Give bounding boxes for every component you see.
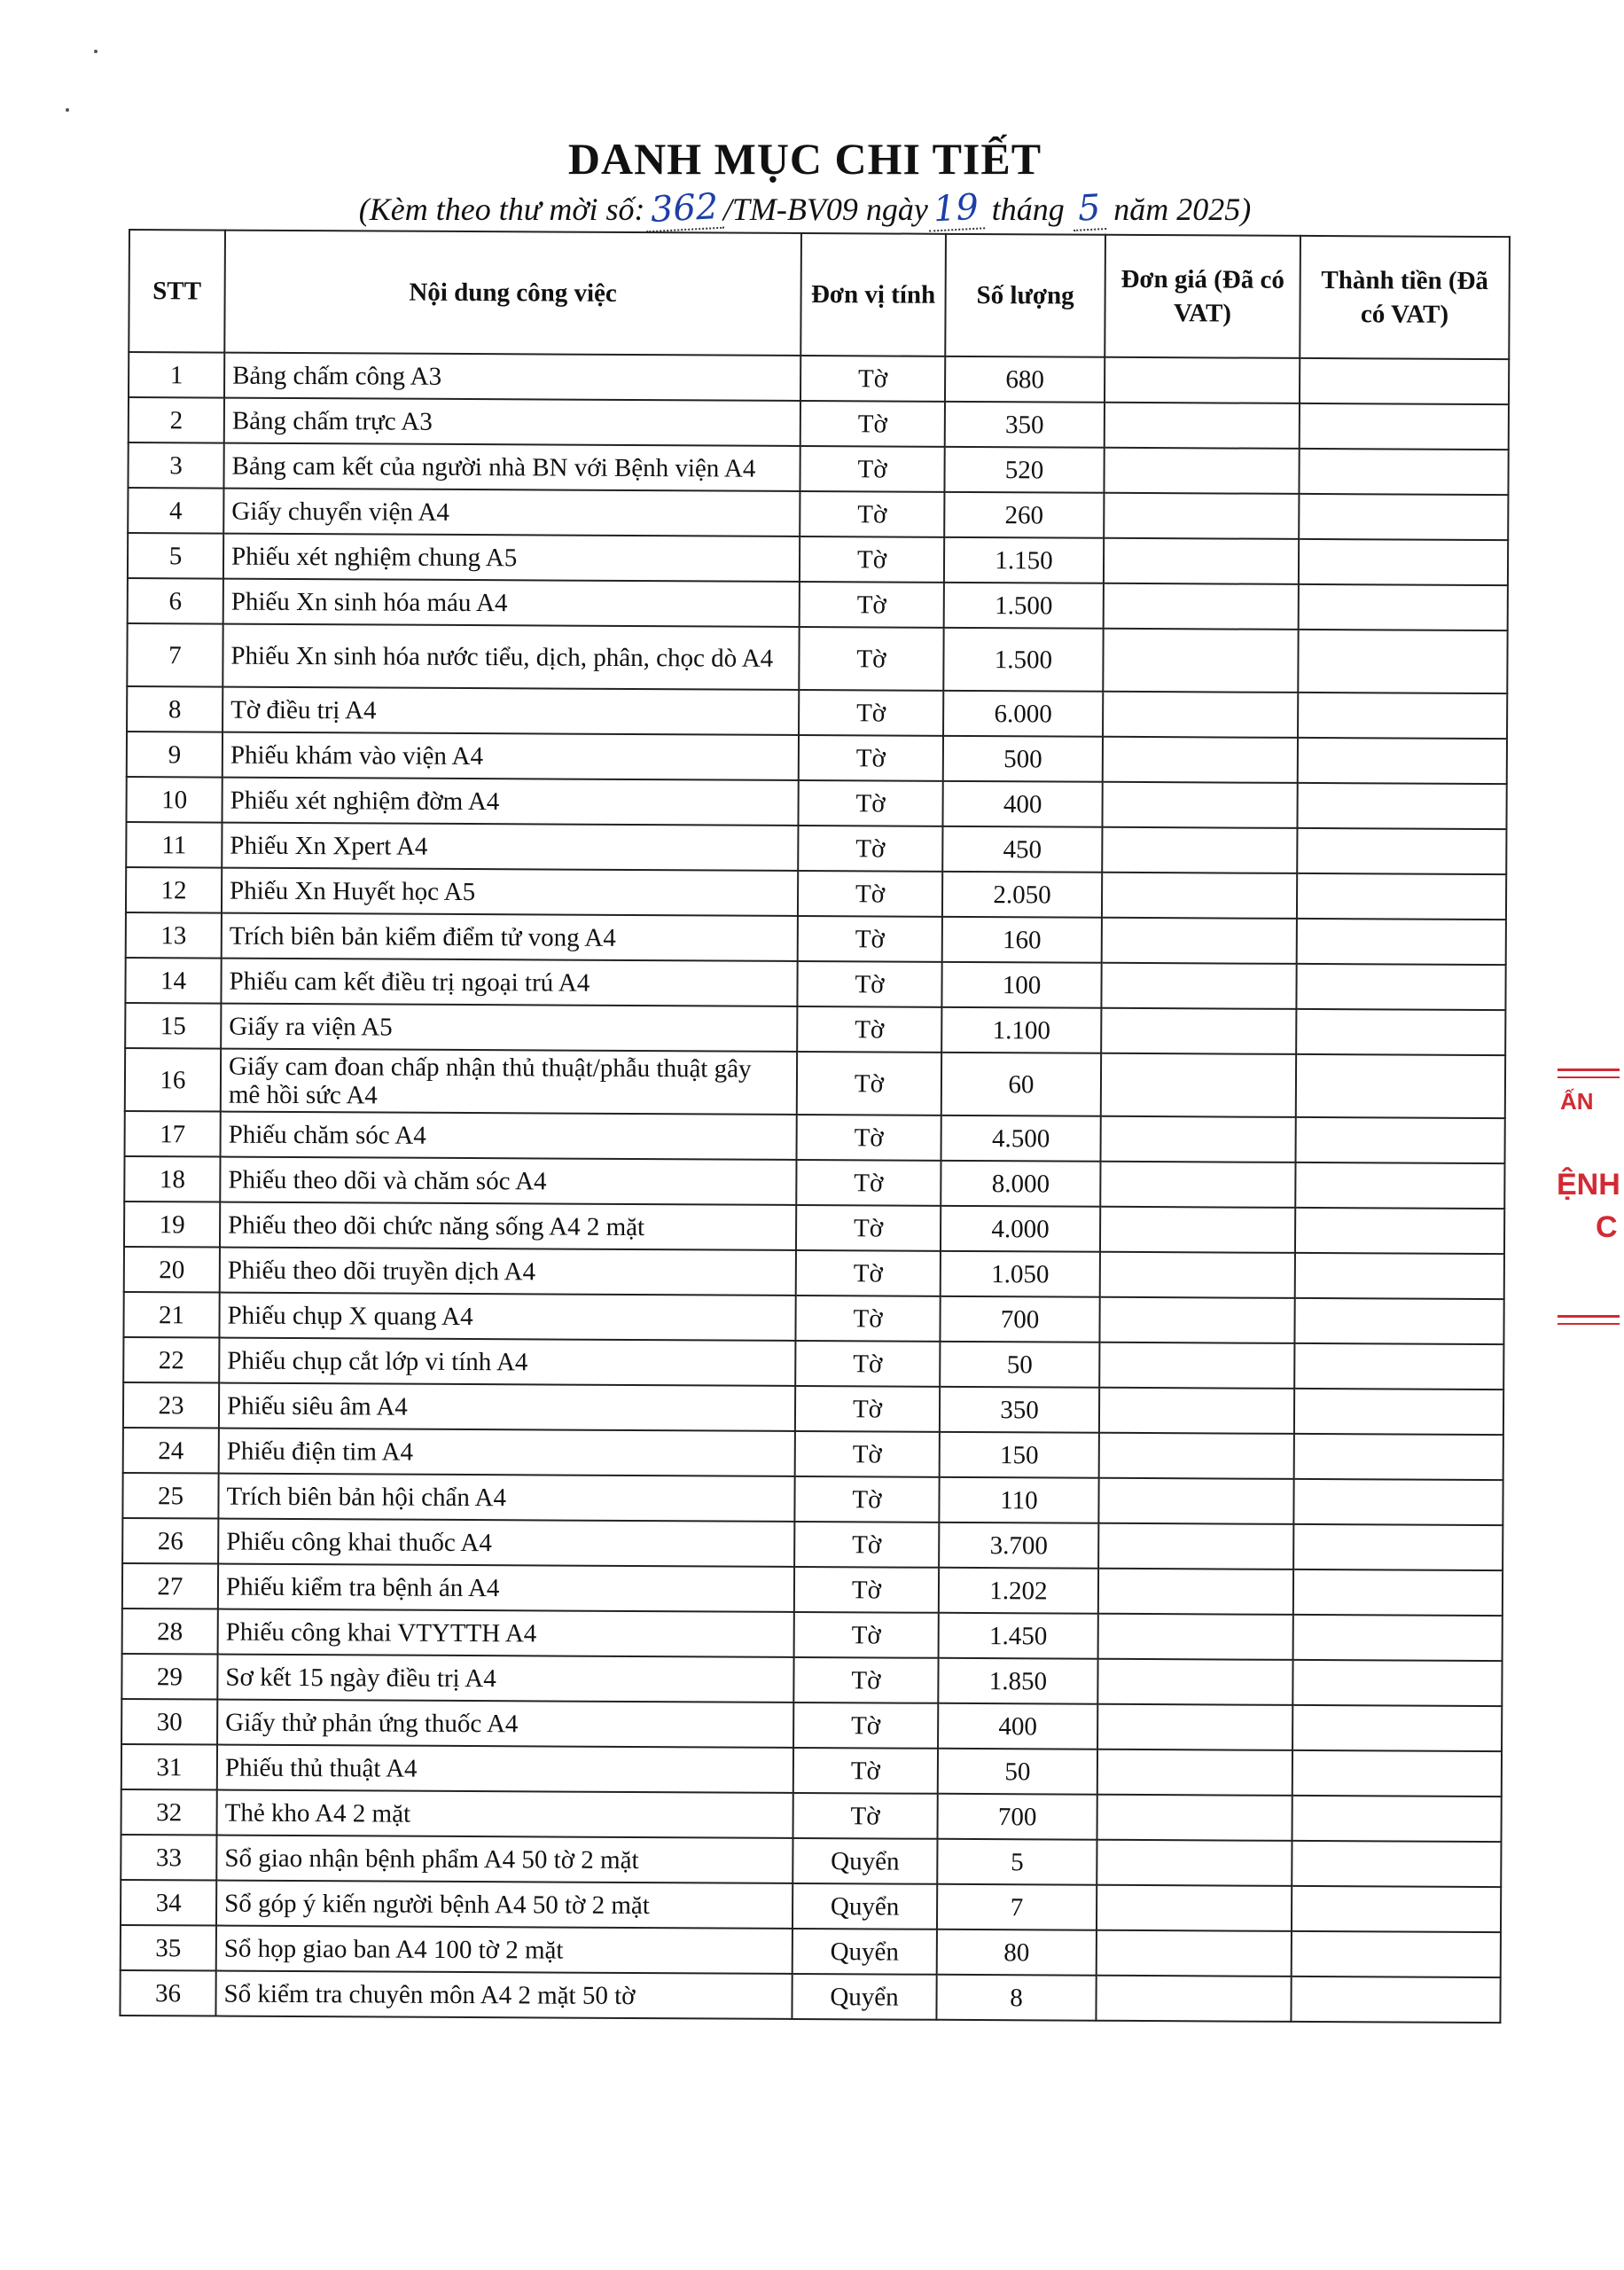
row-description: Phiếu chụp cắt lớp vi tính A4 [219,1338,795,1386]
row-quantity: 450 [942,826,1102,873]
row-quantity: 50 [940,1342,1099,1388]
row-stt: 27 [122,1563,218,1609]
header-unit-price: Đơn giá (Đã có VAT) [1105,235,1300,358]
row-description: Phiếu siêu âm A4 [219,1383,795,1431]
row-unit-price [1104,448,1299,494]
row-unit: Tờ [797,1006,941,1053]
row-unit-price [1097,1659,1292,1705]
header-unit: Đơn vị tính [800,233,946,356]
row-description: Trích biên bản kiểm điểm tử vong A4 [222,913,798,961]
row-description: Phiếu xét nghiệm đờm A4 [222,778,798,826]
row-quantity: 350 [940,1387,1099,1433]
document-subtitle [0,188,1610,231]
row-description: Phiếu chăm sóc A4 [221,1112,797,1160]
row-quantity: 50 [938,1749,1097,1795]
row-description: Bảng cam kết của người nhà BN với Bệnh viện A4 [223,443,800,491]
row-unit: Tờ [795,1431,940,1477]
row-quantity: 160 [942,917,1102,963]
row-total [1292,1931,1501,1977]
subtitle-prefix: (Kèm theo thư mời số: [358,192,645,227]
row-unit: Tờ [795,1295,940,1342]
row-unit-price [1097,1840,1292,1886]
row-unit: Tờ [800,582,944,628]
row-unit-price [1101,1116,1296,1162]
row-total [1300,403,1509,450]
row-stt: 2 [129,397,224,443]
row-total [1296,964,1505,1010]
row-unit-price [1103,737,1298,783]
row-description: Sổ giao nhận bệnh phẩm A4 50 tờ 2 mặt [216,1836,792,1883]
row-description: Phiếu công khai thuốc A4 [218,1519,794,1567]
row-stt: 26 [122,1518,218,1564]
table-row [122,1518,1503,1570]
table-row [129,397,1509,450]
row-unit: Tờ [793,1748,938,1794]
row-total [1300,358,1509,404]
row-unit-price [1098,1614,1293,1660]
row-unit: Quyển [792,1929,937,1975]
row-total [1297,828,1506,874]
scan-speck [66,108,69,112]
row-total [1295,1253,1504,1299]
row-total [1294,1298,1503,1344]
row-unit-price [1097,1749,1292,1796]
row-stt: 1 [129,352,224,398]
row-stt: 23 [123,1382,219,1429]
row-stt: 28 [122,1609,218,1655]
row-stt: 24 [123,1428,219,1474]
row-stt: 36 [120,1970,215,2016]
row-description: Giấy ra viện A5 [221,1004,797,1052]
table-body [120,352,1509,2023]
row-quantity: 700 [940,1296,1099,1342]
table-row [123,1337,1503,1389]
table-row [121,1835,1501,1887]
table-row [124,1202,1504,1254]
row-unit-price [1097,1795,1292,1841]
table-header-row [129,230,1510,359]
row-description: Phiếu chụp X quang A4 [219,1293,795,1341]
row-quantity: 6.000 [943,691,1103,737]
row-quantity: 3.700 [939,1522,1098,1569]
stamp-text: ỆNH [1557,1168,1620,1202]
row-unit: Tờ [800,401,945,447]
row-total [1292,1660,1502,1706]
row-stt: 19 [124,1202,220,1248]
row-quantity: 400 [942,781,1102,827]
table-row [121,1699,1502,1751]
table-row [121,1744,1502,1796]
row-unit: Tờ [800,536,944,583]
row-description: Bảng chấm trực A3 [224,398,800,446]
document-title: DANH MỤC CHI TIẾT [567,134,1042,184]
table-row [123,1292,1503,1344]
row-quantity: 1.050 [941,1251,1100,1297]
row-description: Phiếu theo dõi chức năng sống A4 2 mặt [220,1202,796,1250]
row-description: Phiếu công khai VTYTTH A4 [218,1609,794,1657]
table-row [126,912,1506,965]
row-unit-price [1105,357,1300,403]
row-total [1294,1389,1503,1435]
row-unit-price [1102,873,1297,919]
row-total [1296,1117,1505,1163]
row-unit: Tờ [793,1702,938,1749]
row-unit-price [1098,1569,1293,1615]
row-unit: Quyển [792,1974,936,2020]
table-row [125,1003,1505,1055]
row-unit: Tờ [799,690,943,736]
row-unit-price [1101,1053,1296,1117]
row-description: Phiếu Xn Xpert A4 [222,823,798,871]
table-row [125,1048,1505,1118]
table-row [127,732,1507,784]
row-description: Trích biên bản hội chẩn A4 [218,1474,794,1522]
row-unit: Tờ [799,627,943,691]
row-stt: 29 [121,1654,217,1700]
row-description: Thẻ kho A4 2 mặt [217,1790,793,1838]
row-stt: 20 [124,1247,220,1293]
table-row [123,1428,1503,1480]
row-total [1299,539,1508,585]
row-quantity: 150 [940,1432,1099,1478]
row-unit-price [1098,1478,1293,1524]
row-stt: 22 [123,1337,219,1383]
row-unit: Tờ [795,1386,940,1432]
row-total [1299,584,1508,630]
row-total [1297,873,1506,920]
row-unit: Tờ [796,1205,941,1251]
row-description: Phiếu xét nghiệm chung A5 [223,534,800,582]
row-stt: 21 [123,1292,219,1338]
stamp-border [1558,1068,1620,1078]
row-stt: 3 [128,442,223,489]
row-stt: 10 [126,777,222,823]
row-total [1293,1569,1503,1616]
row-quantity: 520 [944,447,1104,493]
row-quantity: 4.500 [941,1115,1101,1162]
row-unit: Tờ [798,916,942,962]
row-unit: Tờ [796,1160,941,1206]
subtitle-code: /TM-BV09 ngày [722,192,928,227]
red-stamp-fragment [1553,1068,1624,1335]
row-unit-price [1100,1162,1295,1208]
row-quantity: 1.202 [939,1568,1098,1614]
row-unit-price [1103,692,1298,738]
row-description: Sổ kiểm tra chuyên môn A4 2 mặt 50 tờ [215,1971,792,2019]
row-total [1292,1886,1501,1932]
row-stt: 25 [122,1473,218,1519]
row-quantity: 100 [941,962,1101,1008]
table-row [120,1970,1500,2023]
stamp-border [1558,1315,1620,1325]
row-total [1295,1162,1504,1209]
row-unit-price [1104,538,1299,584]
row-total [1294,1343,1503,1389]
row-unit: Tờ [794,1612,939,1658]
row-unit: Tờ [798,871,942,917]
row-quantity: 2.050 [942,872,1102,918]
row-unit-price [1097,1930,1292,1976]
row-total [1298,693,1507,739]
table-row [122,1473,1503,1525]
header-content: Nội dung công việc [224,231,801,356]
row-stt: 35 [121,1925,216,1971]
subtitle-month-label: tháng [991,192,1065,227]
row-stt: 7 [127,623,223,687]
row-stt: 18 [124,1156,220,1202]
row-unit: Tờ [795,1341,940,1387]
row-unit-price [1103,629,1298,693]
table-row [126,777,1506,829]
header-total: Thành tiền (Đã có VAT) [1300,236,1510,359]
table-row [121,1789,1502,1842]
row-total [1299,494,1508,540]
row-unit: Tờ [800,491,944,537]
table-row [128,578,1508,630]
row-quantity: 260 [944,492,1104,538]
row-total [1298,630,1507,693]
row-unit: Tờ [794,1567,939,1613]
row-quantity: 1.500 [944,583,1104,629]
table-row [128,442,1508,495]
row-unit-price [1104,493,1299,539]
row-unit: Tờ [799,735,943,781]
row-unit-price [1101,963,1296,1009]
table-row [126,822,1506,874]
row-total [1294,1434,1503,1480]
row-stt: 8 [127,686,223,732]
handwritten-month: 5 [1072,187,1107,231]
row-unit: Tờ [797,1052,941,1115]
row-unit: Tờ [800,356,945,402]
row-description: Sổ họp giao ban A4 100 tờ 2 mặt [216,1926,792,1974]
row-quantity: 1.500 [943,628,1103,692]
row-total [1293,1615,1503,1661]
row-quantity: 1.100 [941,1007,1101,1053]
row-total [1292,1705,1502,1751]
row-quantity: 110 [939,1477,1098,1523]
row-stt: 6 [128,578,223,624]
row-unit-price [1100,1252,1295,1298]
row-stt: 12 [126,867,222,913]
row-description: Tờ điều trị A4 [223,687,799,735]
row-quantity: 700 [938,1794,1097,1840]
row-description: Phiếu Xn sinh hóa máu A4 [223,579,800,627]
row-quantity: 5 [937,1839,1097,1885]
row-unit-price [1105,403,1300,449]
row-unit: Tờ [798,780,942,826]
row-unit: Tờ [794,1476,939,1522]
scan-speck [94,50,98,53]
table-row [125,1111,1505,1163]
row-stt: 17 [125,1111,221,1157]
row-unit-price [1098,1523,1293,1569]
row-unit: Tờ [794,1522,939,1568]
row-description: Bảng chấm công A3 [224,353,800,401]
row-stt: 15 [125,1003,221,1049]
row-total [1295,1208,1504,1254]
table-row [123,1382,1503,1435]
header-qty: Số lượng [945,234,1105,357]
table-row [127,686,1507,739]
row-description: Phiếu theo dõi và chăm sóc A4 [220,1157,796,1205]
row-description: Sơ kết 15 ngày điều trị A4 [217,1655,793,1702]
row-stt: 34 [121,1880,216,1926]
row-quantity: 60 [941,1053,1101,1116]
row-total [1297,783,1506,829]
subtitle-year: năm 2025) [1113,192,1252,227]
row-stt: 32 [121,1789,217,1836]
row-unit: Tờ [797,1115,941,1161]
row-quantity: 400 [938,1703,1097,1749]
table-row [129,352,1509,404]
row-description: Phiếu Xn sinh hóa nước tiểu, dịch, phân, chọc dò A4 [223,624,799,690]
header-stt: STT [129,230,225,353]
row-quantity: 350 [945,402,1105,448]
row-description: Phiếu thủ thuật A4 [217,1745,793,1793]
row-unit: Tờ [800,446,944,492]
row-stt: 13 [126,912,222,959]
row-stt: 30 [121,1699,217,1745]
row-stt: 11 [126,822,222,868]
row-description: Phiếu theo dõi truyền dịch A4 [220,1248,796,1295]
row-description: Giấy chuyển viện A4 [223,489,800,536]
row-total [1296,1009,1505,1055]
row-unit-price [1097,1885,1292,1931]
row-total [1299,449,1508,495]
row-unit-price [1096,1976,1291,2022]
row-quantity: 1.850 [938,1658,1097,1704]
row-unit-price [1100,1207,1295,1253]
row-unit: Quyển [792,1838,937,1884]
table-row [121,1925,1501,1977]
row-quantity: 1.150 [944,537,1104,583]
row-quantity: 500 [943,736,1103,782]
row-stt: 31 [121,1744,217,1790]
row-stt: 4 [128,488,223,534]
row-unit-price [1101,1008,1296,1054]
table-row [124,1156,1504,1209]
table-row [128,533,1508,585]
row-unit-price [1102,918,1297,964]
row-unit-price [1097,1704,1292,1750]
row-stt: 5 [128,533,223,579]
row-unit-price [1099,1388,1294,1434]
row-unit-price [1102,782,1297,828]
row-quantity: 1.450 [939,1613,1098,1659]
row-description: Sổ góp ý kiến người bệnh A4 50 tờ 2 mặt [216,1881,792,1929]
row-quantity: 8.000 [941,1161,1100,1207]
row-quantity: 680 [945,356,1105,403]
table-row [124,1247,1504,1299]
table-row [122,1563,1503,1616]
row-stt: 9 [127,732,223,778]
row-total [1297,919,1506,965]
row-unit: Quyển [792,1883,937,1930]
row-description: Giấy cam đoan chấp nhận thủ thuật/phẫu thuật gây mê hồi sức A4 [221,1049,797,1115]
row-description: Phiếu điện tim A4 [219,1429,795,1476]
row-description: Phiếu Xn Huyết học A5 [222,868,798,916]
row-total [1292,1750,1502,1796]
row-total [1296,1054,1505,1118]
detail-table [119,229,1511,2023]
row-unit-price [1102,827,1297,873]
row-description: Giấy thử phản ứng thuốc A4 [217,1700,793,1748]
table-row [121,1654,1502,1706]
row-unit: Tờ [798,826,942,872]
table-row [122,1609,1503,1661]
table-row [121,1880,1501,1932]
handwritten-document-number: 362 [644,186,724,233]
row-stt: 16 [125,1048,221,1112]
row-unit: Tờ [793,1793,938,1839]
row-total [1293,1479,1503,1525]
row-total [1292,1796,1501,1842]
row-description: Phiếu khám vào viện A4 [223,732,799,780]
row-unit: Tờ [797,961,941,1007]
row-quantity: 8 [936,1975,1096,2021]
row-description: Phiếu kiểm tra bệnh án A4 [218,1564,794,1612]
row-unit-price [1099,1433,1294,1479]
row-unit-price [1099,1297,1294,1343]
row-unit: Tờ [796,1250,941,1296]
row-total [1291,1976,1500,2023]
table-row [126,867,1506,920]
table-row [125,958,1505,1010]
row-stt: 33 [121,1835,216,1881]
table-row [127,623,1507,693]
row-quantity: 4.000 [941,1206,1100,1252]
row-unit: Tờ [793,1657,938,1703]
row-quantity: 80 [937,1930,1097,1976]
table-row [128,488,1508,540]
row-unit-price [1099,1342,1294,1389]
row-unit-price [1104,583,1299,630]
row-stt: 14 [125,958,221,1004]
row-quantity: 7 [937,1884,1097,1930]
row-total [1298,738,1507,784]
stamp-text: ẤN [1560,1088,1594,1115]
stamp-text: C [1596,1210,1618,1244]
handwritten-day: 19 [927,186,985,231]
row-total [1292,1841,1501,1887]
row-total [1293,1524,1503,1570]
row-description: Phiếu cam kết điều trị ngoại trú A4 [221,959,797,1006]
